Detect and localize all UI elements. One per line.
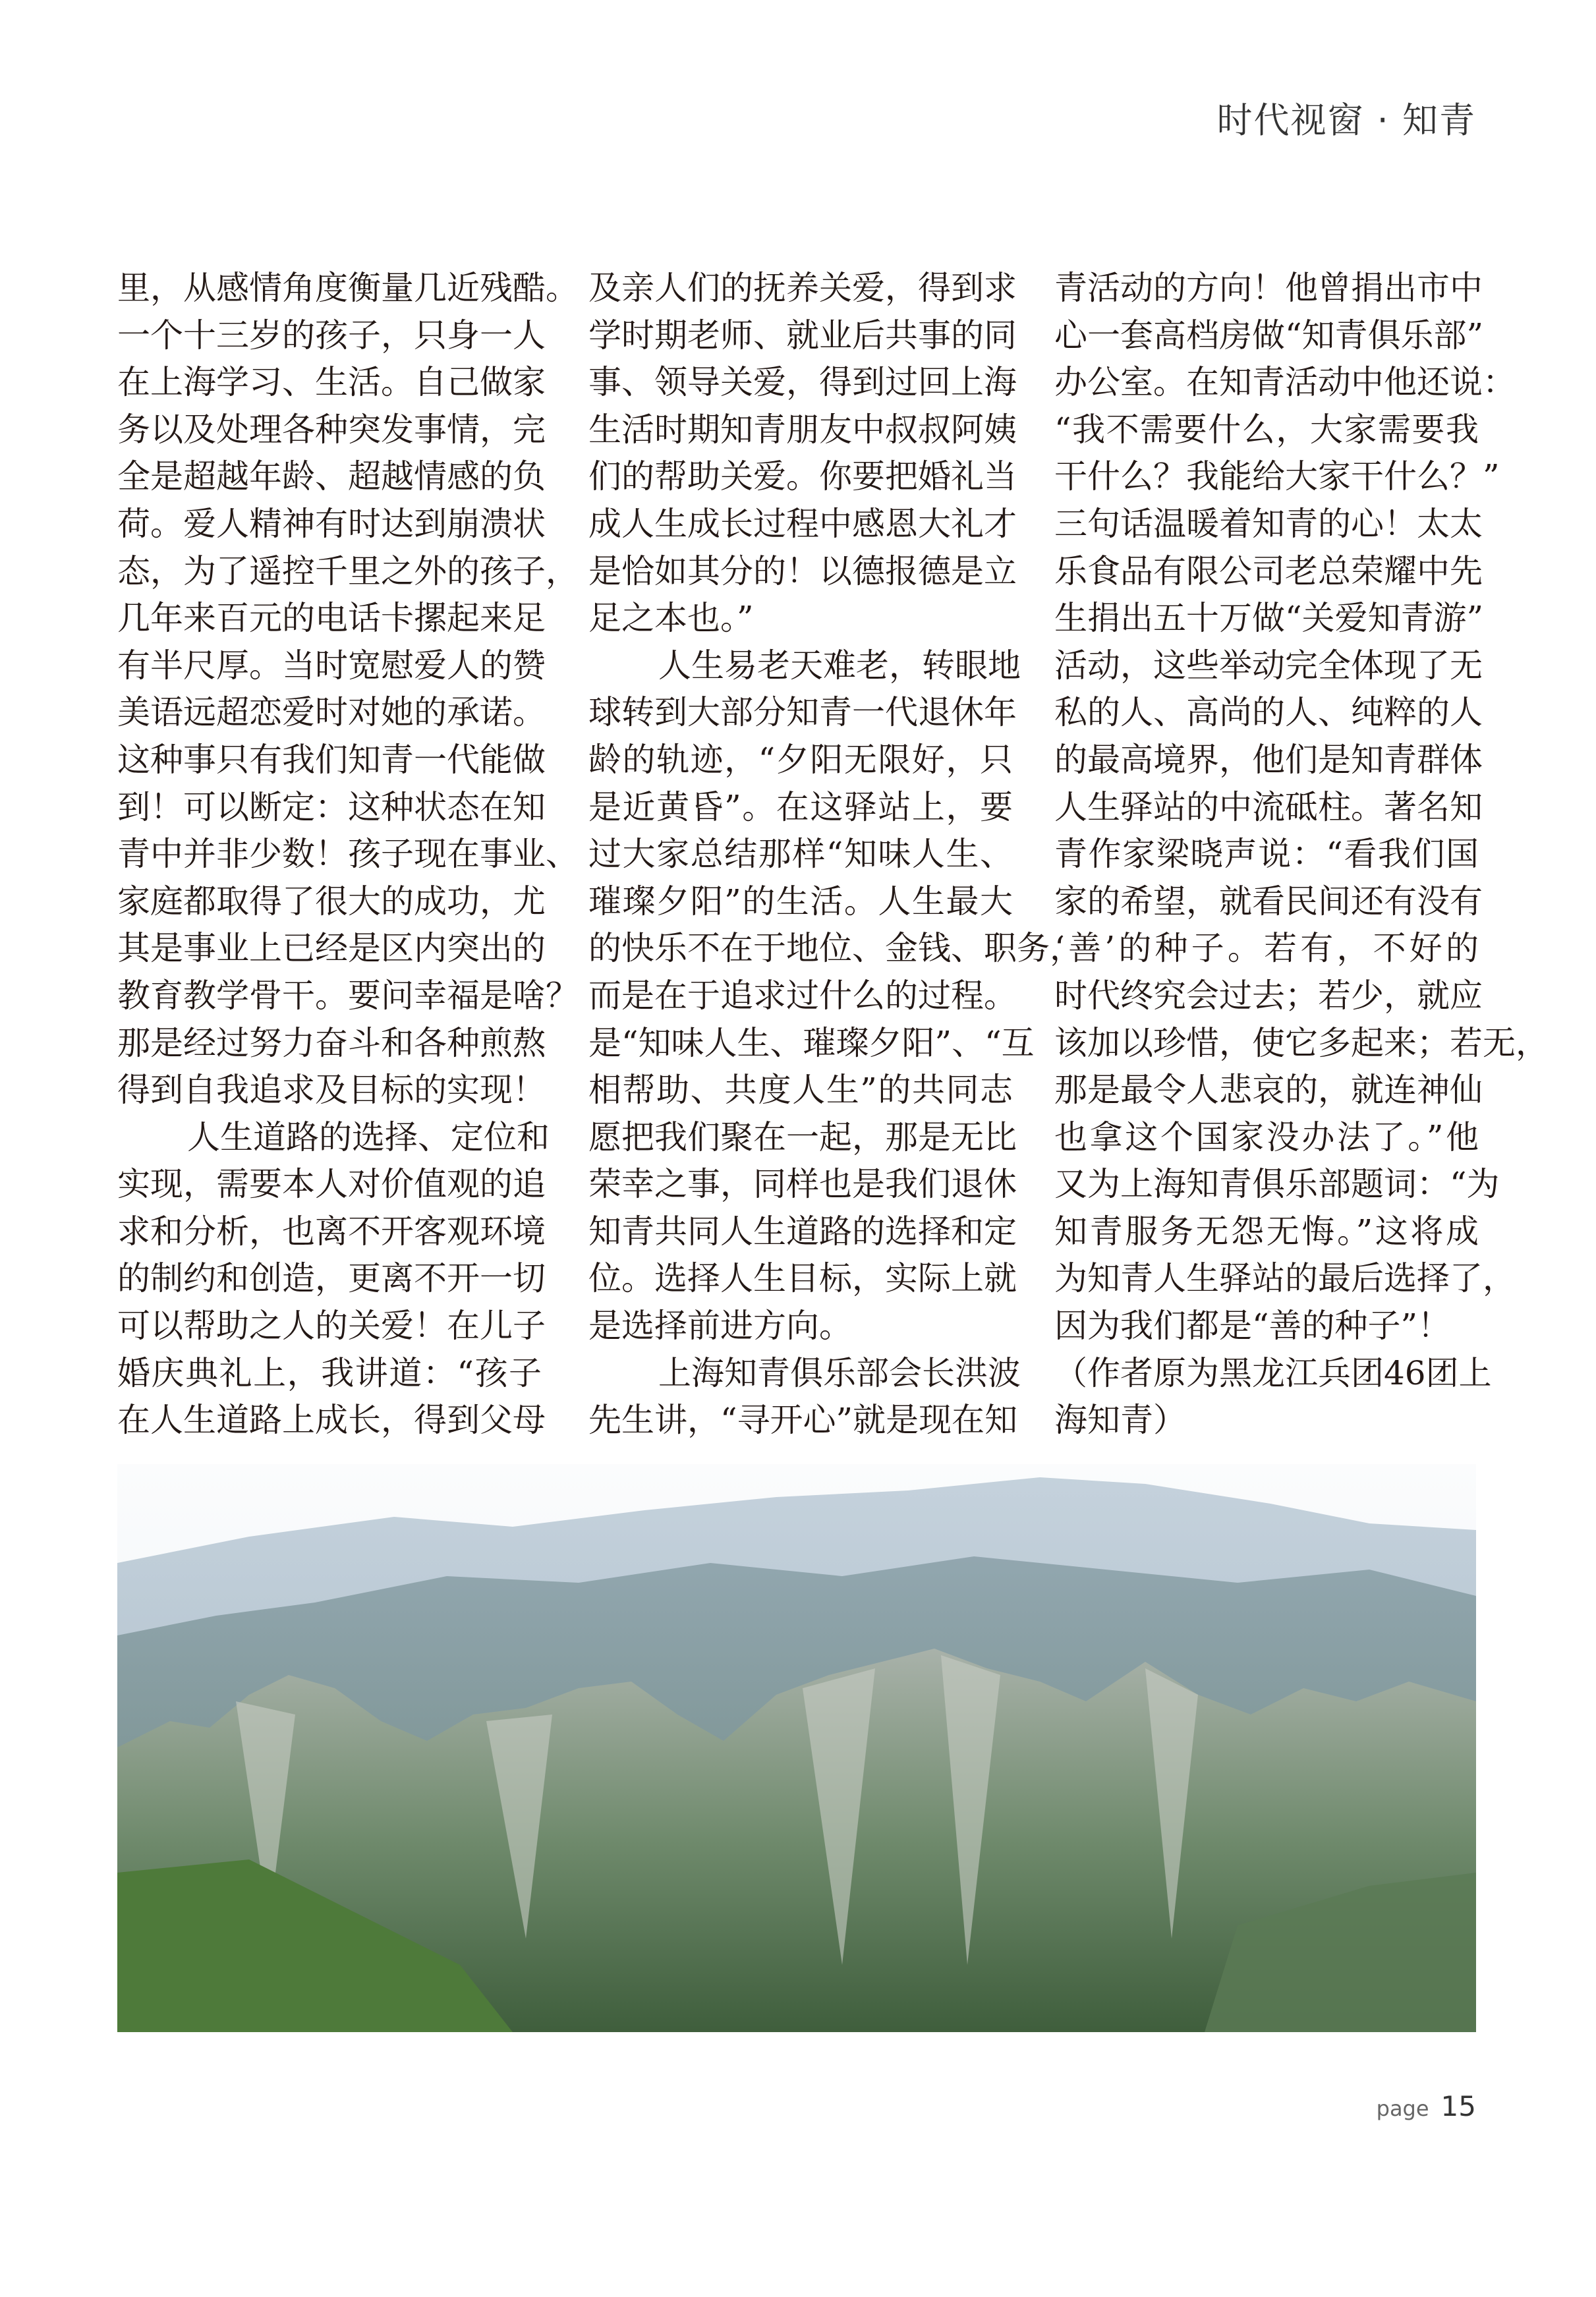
section-header: 时代视窗 · 知青 — [1216, 99, 1476, 141]
text-line: 到！可以断定：这种状态在知 — [117, 787, 546, 826]
text-line: 成人生成长过程中感恩大礼才 — [588, 504, 1017, 543]
text-line: 该加以珍惜，使它多起来；若无， — [1054, 1023, 1549, 1062]
text-line: 一个十三岁的孩子，只身一人 — [117, 316, 546, 354]
page-footer — [1377, 2090, 1476, 2122]
text-line: 球转到大部分知青一代退休年 — [588, 693, 1017, 732]
text-line: 位。选择人生目标，实际上就 — [588, 1259, 1017, 1298]
text-line: 生活时期知青朋友中叔叔阿姨 — [588, 410, 1017, 449]
text-line: 实现，需要本人对价值观的追 — [117, 1165, 546, 1204]
text-line: 也拿这个国家没办法了。”他 — [1054, 1118, 1479, 1156]
mountain-landscape-photo — [117, 1464, 1476, 2032]
text-line: 心一套高档房做“知青俱乐部” — [1054, 316, 1484, 354]
text-line: 得到自我追求及目标的实现！ — [117, 1071, 546, 1110]
page-number: 15 — [1440, 2090, 1476, 2122]
text-line: 那是经过努力奋斗和各种煎熬 — [117, 1023, 546, 1062]
text-line: 活动，这些举动完全体现了无 — [1054, 646, 1483, 685]
text-line: 的制约和创造，更离不开一切 — [117, 1259, 546, 1298]
article-column-2 — [588, 265, 1083, 1444]
page-label: page — [1376, 2096, 1429, 2121]
text-line: ‘善’的种子。若有，不好的 — [1054, 929, 1479, 968]
text-line: 人生易老天难老，转眼地 — [658, 646, 1021, 685]
text-line: 海知青） — [1054, 1401, 1186, 1440]
text-line: 为知青人生驿站的最后选择了， — [1054, 1259, 1516, 1298]
text-line: 过大家总结那样“知味人生、 — [588, 835, 1013, 874]
text-line: 足之本也。” — [588, 599, 754, 638]
text-line: 这种事只有我们知青一代能做 — [117, 740, 546, 779]
text-line: 愿把我们聚在一起，那是无比 — [588, 1118, 1017, 1156]
article-column-1 — [117, 265, 579, 1444]
text-line: 在上海学习、生活。自己做家 — [117, 363, 546, 402]
text-line: 务以及处理各种突发事情，完 — [117, 410, 546, 449]
text-line: 龄的轨迹，“夕阳无限好，只 — [588, 740, 1013, 779]
text-line: 事、领导关爱，得到过回上海 — [588, 363, 1017, 402]
text-line: 们的帮助关爱。你要把婚礼当 — [588, 457, 1017, 496]
text-line: 在人生道路上成长，得到父母 — [117, 1401, 546, 1440]
text-line: 知青共同人生道路的选择和定 — [588, 1212, 1017, 1251]
text-line: 青作家梁晓声说：“看我们国 — [1054, 835, 1479, 874]
text-line: 荣幸之事，同样也是我们退休 — [588, 1165, 1017, 1204]
text-line: 是“知味人生、璀璨夕阳”、“互 — [588, 1023, 1035, 1062]
text-line: 求和分析，也离不开客观环境 — [117, 1212, 546, 1251]
text-line: 教育教学骨干。要问幸福是啥？ — [117, 976, 579, 1015]
text-line: 的快乐不在于地位、金钱、职务， — [588, 929, 1083, 968]
text-line: 青中并非少数！孩子现在事业、 — [117, 835, 579, 874]
text-line: 态，为了遥控千里之外的孩子， — [117, 552, 579, 590]
text-line: 而是在于追求过什么的过程。 — [588, 976, 1017, 1015]
text-line: 家的希望，就看民间还有没有 — [1054, 882, 1483, 921]
text-line: 是近黄昏”。在这驿站上，要 — [588, 787, 1013, 826]
text-line: 生捐出五十万做“关爱知青游” — [1054, 599, 1484, 638]
text-line: 是恰如其分的！以德报德是立 — [588, 552, 1017, 590]
text-line: 知青服务无怨无悔。”这将成 — [1054, 1212, 1479, 1251]
text-line: 人生道路的选择、定位和 — [187, 1118, 550, 1156]
text-line: 婚庆典礼上，我讲道：“孩子 — [117, 1353, 542, 1392]
text-line: 荷。爱人精神有时达到崩溃状 — [117, 504, 546, 543]
text-line: 有半尺厚。当时宽慰爱人的赞 — [117, 646, 546, 685]
text-line: 是选择前进方向。 — [588, 1307, 852, 1346]
text-line: 办公室。在知青活动中他还说： — [1054, 363, 1516, 402]
text-line: 人生驿站的中流砥柱。著名知 — [1054, 787, 1483, 826]
text-line: 乐食品有限公司老总荣耀中先 — [1054, 552, 1483, 590]
text-line: 美语远超恋爱时对她的承诺。 — [117, 693, 546, 732]
text-line: 几年来百元的电话卡摞起来足 — [117, 599, 546, 638]
text-line: 因为我们都是“善的种子”！ — [1054, 1307, 1451, 1346]
text-line: 的最高境界，他们是知青群体 — [1054, 740, 1483, 779]
text-line: 那是最令人悲哀的，就连神仙 — [1054, 1071, 1483, 1110]
text-line: 相帮助、共度人生”的共同志 — [588, 1071, 1013, 1110]
text-line: 全是超越年龄、超越情感的负 — [117, 457, 546, 496]
text-line: 青活动的方向！他曾捐出市中 — [1054, 269, 1483, 307]
text-line: 私的人、高尚的人、纯粹的人 — [1054, 693, 1483, 732]
text-line: 又为上海知青俱乐部题词：“为 — [1054, 1165, 1500, 1204]
article-column-3 — [1054, 265, 1549, 1444]
text-line: “我不需要什么，大家需要我 — [1054, 410, 1479, 449]
text-line: 三句话温暖着知青的心！太太 — [1054, 504, 1483, 543]
text-line: 璀璨夕阳”的生活。人生最大 — [588, 882, 1013, 921]
text-line: 学时期老师、就业后共事的同 — [588, 316, 1017, 354]
text-line: 家庭都取得了很大的成功，尤 — [117, 882, 546, 921]
text-line: 干什么？我能给大家干什么？” — [1054, 457, 1500, 496]
text-line: （作者原为黑龙江兵团46团上 — [1054, 1353, 1492, 1392]
text-line: 可以帮助之人的关爱！在儿子 — [117, 1307, 546, 1346]
text-line: 及亲人们的抚养关爱，得到求 — [588, 269, 1017, 307]
text-line: 先生讲，“寻开心”就是现在知 — [588, 1401, 1018, 1440]
text-line: 上海知青俱乐部会长洪波 — [658, 1353, 1021, 1392]
text-line: 其是事业上已经是区内突出的 — [117, 929, 546, 968]
text-line: 里，从感情角度衡量几近残酷。 — [117, 269, 579, 307]
text-line: 时代终究会过去；若少，就应 — [1054, 976, 1483, 1015]
